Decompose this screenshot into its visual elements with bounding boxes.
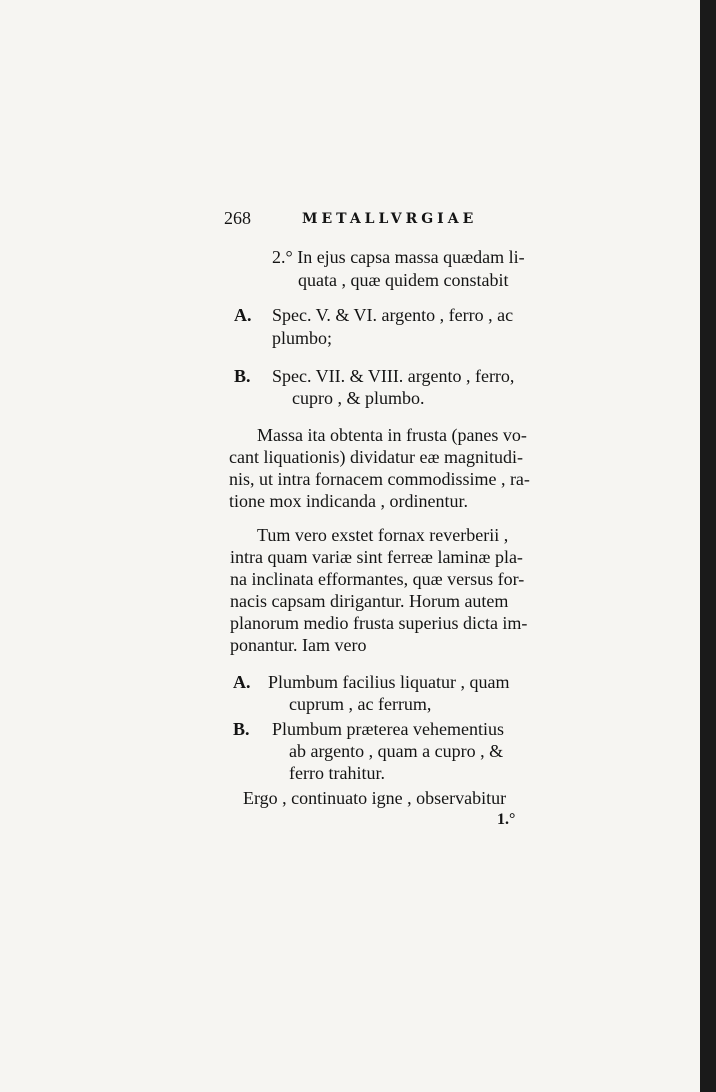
text-line: quata , quæ quidem constabit xyxy=(298,270,509,290)
text-line: nis, ut intra fornacem commodissime , ra- xyxy=(229,469,530,489)
item-marker: B. xyxy=(234,366,251,386)
text-line: nacis capsam dirigantur. Horum autem xyxy=(230,591,509,611)
item-marker: A. xyxy=(233,672,251,692)
text-line: plumbo; xyxy=(272,328,333,348)
text-line: cuprum , ac ferrum, xyxy=(289,694,432,714)
text-line: Ergo , continuato igne , observabitur xyxy=(243,788,507,808)
text-line: Plumbum facilius liquatur , quam xyxy=(268,672,510,692)
catchword: 1.° xyxy=(497,811,516,828)
text-line: planorum medio frusta superius dicta im- xyxy=(230,613,528,633)
text-line: Plumbum præterea vehementius xyxy=(272,719,504,739)
text-line: ferro trahitur. xyxy=(289,763,385,783)
text-line: Spec. V. & VI. argento , ferro , ac xyxy=(272,305,514,325)
text-line: na inclinata efformantes, quæ versus for- xyxy=(230,569,525,589)
text-line: Spec. VII. & VIII. argento , ferro, xyxy=(272,366,515,386)
item-marker: A. xyxy=(234,305,252,325)
page-header xyxy=(224,208,524,232)
text-line: 2.° In ejus capsa massa quædam li- xyxy=(272,247,525,267)
text-line: tione mox indicanda , ordinentur. xyxy=(229,491,468,511)
item-marker: B. xyxy=(233,719,250,739)
text-line: Tum vero exstet fornax reverberii , xyxy=(257,525,509,545)
text-line: Massa ita obtenta in frusta (panes vo- xyxy=(257,425,527,445)
text-line: intra quam variæ sint ferreæ laminæ pla- xyxy=(230,547,523,567)
text-line: ab argento , quam a cupro , & xyxy=(289,741,504,761)
text-line: cant liquationis) dividatur eæ magnitudi- xyxy=(229,447,523,467)
text-line: cupro , & plumbo. xyxy=(292,388,425,408)
scan-edge xyxy=(700,0,716,1092)
running-title: METALLVRGIAE xyxy=(302,211,478,227)
page-number: 268 xyxy=(224,208,251,228)
text-line: ponantur. Iam vero xyxy=(230,635,367,655)
